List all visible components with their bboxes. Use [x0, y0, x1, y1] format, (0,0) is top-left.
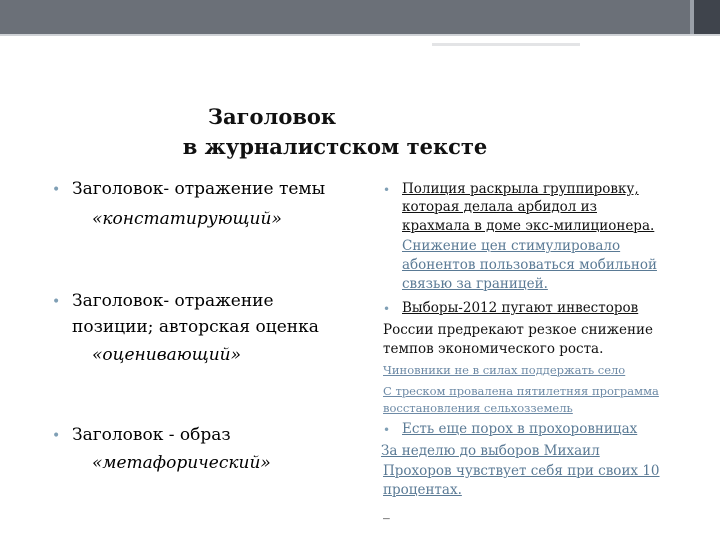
trailing-underscore: _: [383, 504, 390, 520]
left-item-1-line1: Заголовок- отражение темы: [72, 179, 326, 199]
top-bar: [0, 0, 720, 36]
left-item-3-line2: «метафорический»: [92, 453, 271, 473]
bullet-icon: •: [52, 182, 61, 198]
bullet-icon: •: [52, 294, 61, 310]
headline-5-line2[interactable]: восстановления сельхозземель: [383, 401, 573, 415]
headline-7-line3[interactable]: процентах.: [383, 482, 462, 498]
headline-2-line1[interactable]: Снижение цен стимулировало: [402, 238, 621, 254]
headline-6[interactable]: Есть еще порох в прохоровницах: [402, 421, 638, 437]
headline-4[interactable]: Чиновники не в силах поддержать село: [383, 363, 626, 377]
headline-7-line1[interactable]: За неделю до выборов Михаил: [381, 443, 600, 459]
headline-3-line3: темпов экономического роста.: [383, 341, 604, 357]
top-bar-accent: [694, 0, 720, 34]
left-item-2-line2: позиции; авторская оценка: [72, 317, 319, 337]
slide-title-line2: в журналистском тексте: [182, 134, 488, 159]
headline-3-line1[interactable]: Выборы-2012 пугают инвесторов: [402, 300, 639, 316]
slide-title-line1: Заголовок: [207, 104, 337, 129]
left-item-1-line2: «констатирующий»: [92, 209, 282, 229]
headline-1-line2[interactable]: которая делала арбидол из: [402, 199, 597, 215]
top-bar-line: [0, 34, 720, 36]
left-item-3-line1: Заголовок - образ: [72, 425, 231, 445]
headline-3-line2: России предрекают резкое снижение: [383, 322, 653, 338]
left-item-2-line1: Заголовок- отражение: [72, 291, 274, 311]
headline-7-line2[interactable]: Прохоров чувствует себя при своих 10: [383, 463, 660, 479]
left-item-2-line3: «оценивающий»: [92, 345, 242, 365]
headline-2-line3[interactable]: связью за границей.: [402, 276, 548, 292]
headline-1-line3[interactable]: крахмала в доме экс-милиционера.: [402, 218, 655, 234]
bullet-icon: •: [383, 302, 391, 316]
headline-2-line2[interactable]: абонентов пользоваться мобильной: [402, 257, 657, 273]
headline-1-line1[interactable]: Полиция раскрыла группировку,: [402, 181, 639, 197]
bullet-icon: •: [383, 183, 391, 197]
bullet-icon: •: [52, 428, 61, 444]
bullet-icon: •: [383, 423, 391, 437]
headline-5-line1[interactable]: С треском провалена пятилетняя программа: [383, 384, 659, 398]
accent-rule: [432, 43, 580, 46]
